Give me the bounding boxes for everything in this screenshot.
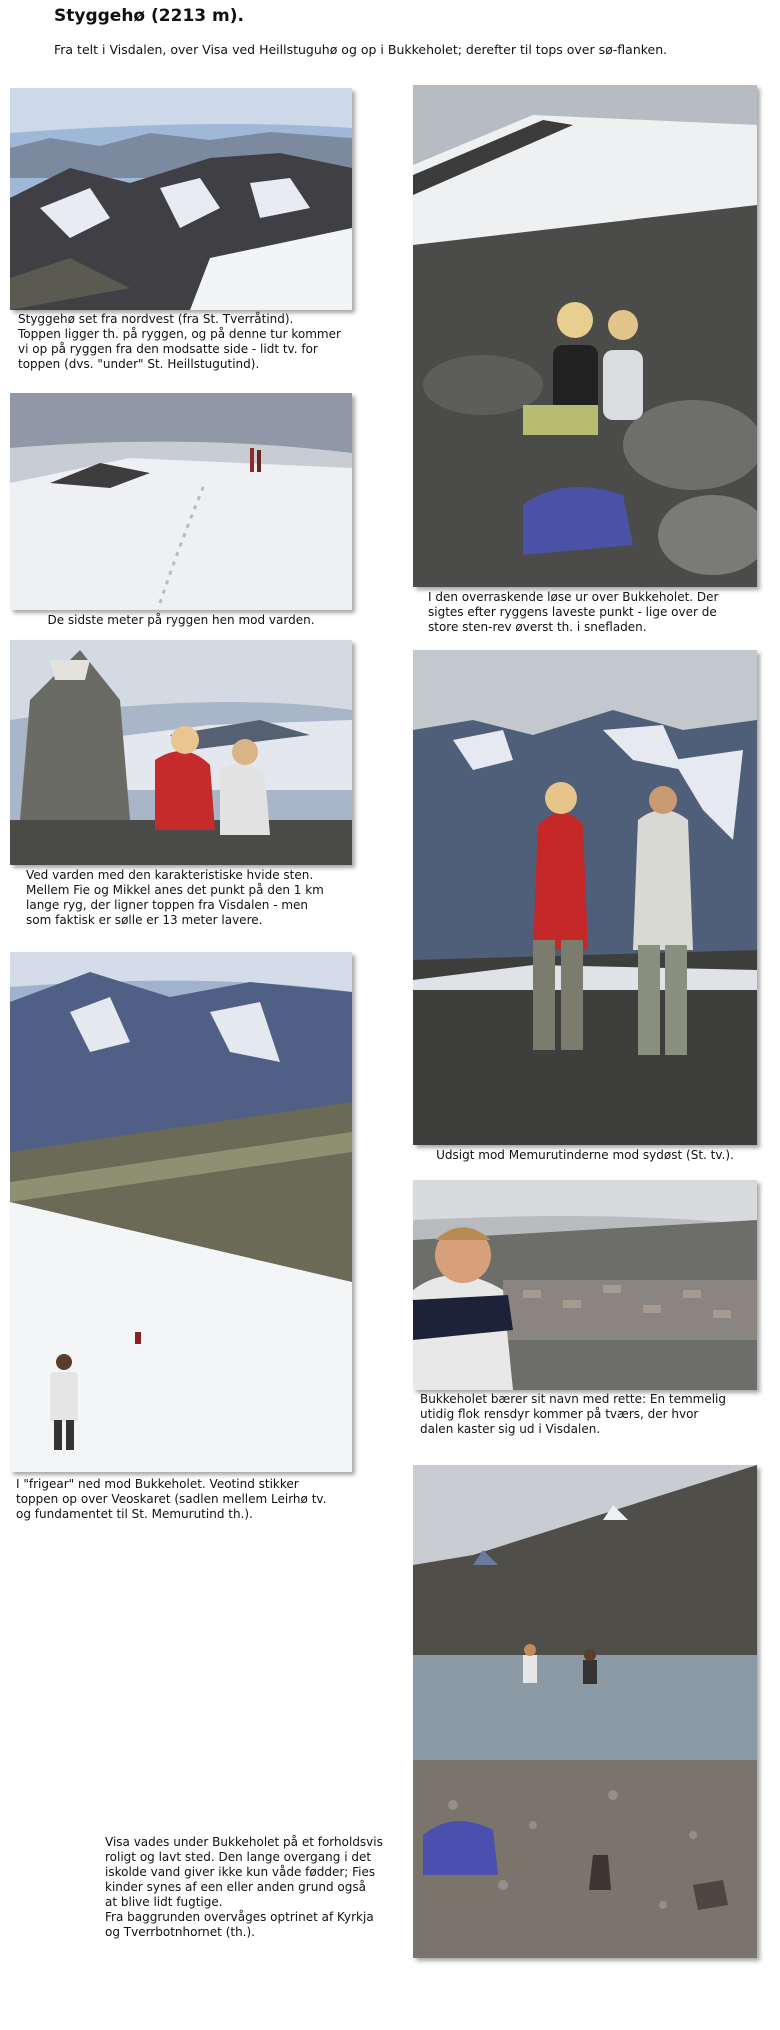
photo-descent-bukkeholet — [10, 952, 352, 1472]
caption-photo-1: Styggehø set fra nordvest (fra St. Tverråtind). Toppen ligger th. på ryggen, og på denne tur kommer vi op på ryggen fra den modsatte side - lidt tv. for toppen (dvs. "under" St. Heillstugutind). — [18, 312, 341, 371]
caption-photo-8: Visa vades under Bukkeholet på et forholdsvis roligt og lavt sted. Den lange overgang i det iskolde vand giver ikke kun våde fødder; Fies kinder synes af een eller anden grund også at blive lidt fugtige. Fra baggrunden overvåges optrinet af Kyrkja og Tverrbotnhornet (th.). — [105, 1835, 383, 1939]
caption-photo-4: Ved varden med den karakteristiske hvide sten. Mellem Fie og Mikkel anes det punkt på den 1 km lange ryg, der ligner toppen fra Visdalen - men som faktisk er sølle er 13 meter lavere. — [26, 868, 324, 927]
photo-styggeho-northwest — [10, 88, 352, 310]
page-subtitle: Fra telt i Visdalen, over Visa ved Heillstuguhø og op i Bukkeholet; derefter til tops over sø-flanken. — [54, 42, 668, 57]
caption-photo-5: Udsigt mod Memurutinderne mod sydøst (St. tv.). — [436, 1148, 734, 1162]
caption-photo-6: I "frigear" ned mod Bukkeholet. Veotind stikker toppen op over Veoskaret (sadlen mellem Leirhø tv. og fundamentet til St. Memurutind th.). — [16, 1477, 327, 1521]
caption-photo-7: Bukkeholet bærer sit navn med rette: En temmelig utidig flok rensdyr kommer på tværs, der hvor dalen kaster sig ud i Visdalen. — [420, 1392, 727, 1436]
page-title: Styggehø (2213 m). — [54, 6, 244, 26]
photo-fording-visa — [413, 1465, 757, 1958]
photo-ridge-to-cairn — [10, 393, 352, 610]
caption-photo-2: I den overraskende løse ur over Bukkeholet. Der sigtes efter ryggens laveste punkt - lige over de store sten-rev øverst th. i snefladen. — [428, 590, 719, 634]
photo-loose-scree — [413, 85, 757, 587]
caption-photo-3: De sidste meter på ryggen hen mod varden. — [47, 613, 315, 627]
photo-reindeer-herd — [413, 1180, 757, 1390]
photo-cairn-fie-mikkel — [10, 640, 352, 865]
photo-memurutinderne-view — [413, 650, 757, 1145]
